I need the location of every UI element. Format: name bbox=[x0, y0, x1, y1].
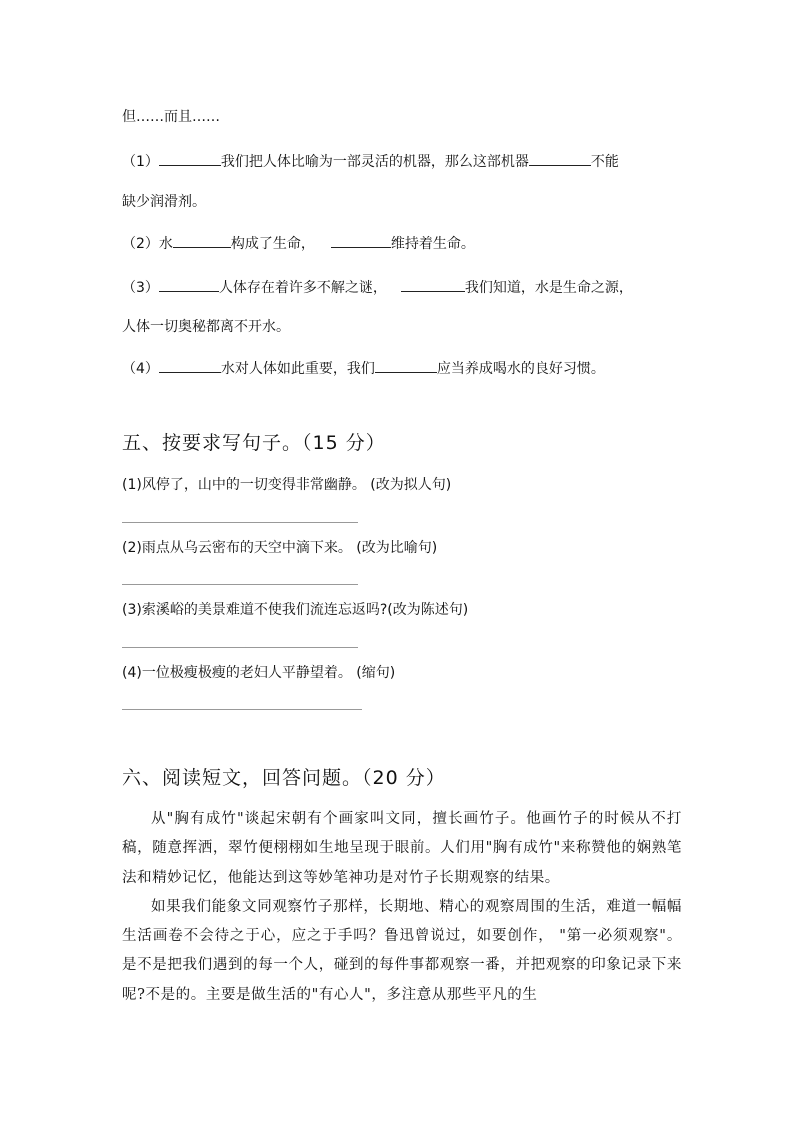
item-text: 维持着生命。 bbox=[390, 236, 475, 252]
fill-blank[interactable] bbox=[375, 357, 437, 373]
item-text: 我们把人体比喻为一部灵活的机器，那么这部机器 bbox=[220, 154, 529, 170]
item-number: （2）水 bbox=[122, 236, 173, 252]
fill-blank[interactable] bbox=[173, 232, 231, 248]
fill-blank[interactable] bbox=[401, 276, 465, 292]
passage-paragraph: 从"胸有成竹"谈起宋朝有个画家叫文同，擅长画竹子。他画竹子的时候从不打稿，随意挥洒，翠竹便栩栩如生地呈现于眼前。人们用"胸有成竹"来称赞他的娴熟笔法和精妙记忆，他能达到这等妙笔神功是对竹子长期观察的结果。 bbox=[122, 811, 682, 886]
passage-paragraph: 如果我们能象文同观察竹子那样，长期地、精心的观察周围的生活，难道一幅幅生活画卷不会待之于心，应之于手吗？鲁迅曾说过，如要创作， "第一必须观察"。是不是把我们遇到的每一个人，碰到的每件事都观察一番，并把观察的印象记录下来呢?不是的。主要是做生活的"有心人"，多注意从那些平凡的生 bbox=[122, 898, 682, 1003]
item-text: 我们知道，水是生命之源， bbox=[464, 280, 633, 296]
fill-blank[interactable] bbox=[331, 232, 391, 248]
rewrite-item-4: (4)一位极瘦极瘦的老妇人平静望着。 (缩句) bbox=[122, 665, 396, 681]
fill-blank[interactable] bbox=[159, 150, 221, 166]
item-text: 水对人体如此重要，我们 bbox=[220, 361, 375, 377]
section-title: 五、按要求写句子。（15 分） bbox=[122, 432, 386, 454]
fill-item-3 bbox=[122, 276, 633, 298]
item-text: 应当养成喝水的良好习惯。 bbox=[436, 361, 605, 377]
fill-blank[interactable] bbox=[159, 276, 219, 292]
answer-line[interactable] bbox=[122, 709, 362, 710]
item-number: （3） bbox=[122, 280, 159, 296]
answer-line[interactable] bbox=[122, 647, 358, 648]
answer-line[interactable] bbox=[122, 522, 358, 523]
section-title: 六、阅读短文，回答问题。（20 分） bbox=[122, 767, 446, 789]
rewrite-item-3: (3)索溪峪的美景难道不使我们流连忘返吗?(改为陈述句) bbox=[122, 602, 469, 618]
item-text: 构成了生命， bbox=[230, 236, 315, 252]
fill-item-2 bbox=[122, 232, 475, 254]
rewrite-item-2: (2)雨点从乌云密布的天空中滴下来。 (改为比喻句) bbox=[122, 540, 438, 556]
fill-blank[interactable] bbox=[529, 150, 591, 166]
fill-item-1-wrap: 缺少润滑剂。 bbox=[122, 194, 206, 210]
item-number: （1） bbox=[122, 154, 159, 170]
fill-item-1 bbox=[122, 150, 619, 172]
rewrite-item-1: (1)风停了，山中的一切变得非常幽静。 (改为拟人句) bbox=[122, 477, 452, 493]
item-number: （4） bbox=[122, 361, 159, 377]
fill-item-4 bbox=[122, 357, 605, 379]
answer-line[interactable] bbox=[122, 584, 358, 585]
conjunction-hint: 但……而且…… bbox=[122, 109, 220, 125]
item-text: 不能 bbox=[590, 154, 619, 170]
fill-item-3-wrap: 人体一切奥秘都离不开水。 bbox=[122, 319, 290, 335]
reading-passage bbox=[122, 805, 682, 1010]
item-text: 人体存在着许多不解之谜， bbox=[218, 280, 387, 296]
fill-blank[interactable] bbox=[159, 357, 221, 373]
